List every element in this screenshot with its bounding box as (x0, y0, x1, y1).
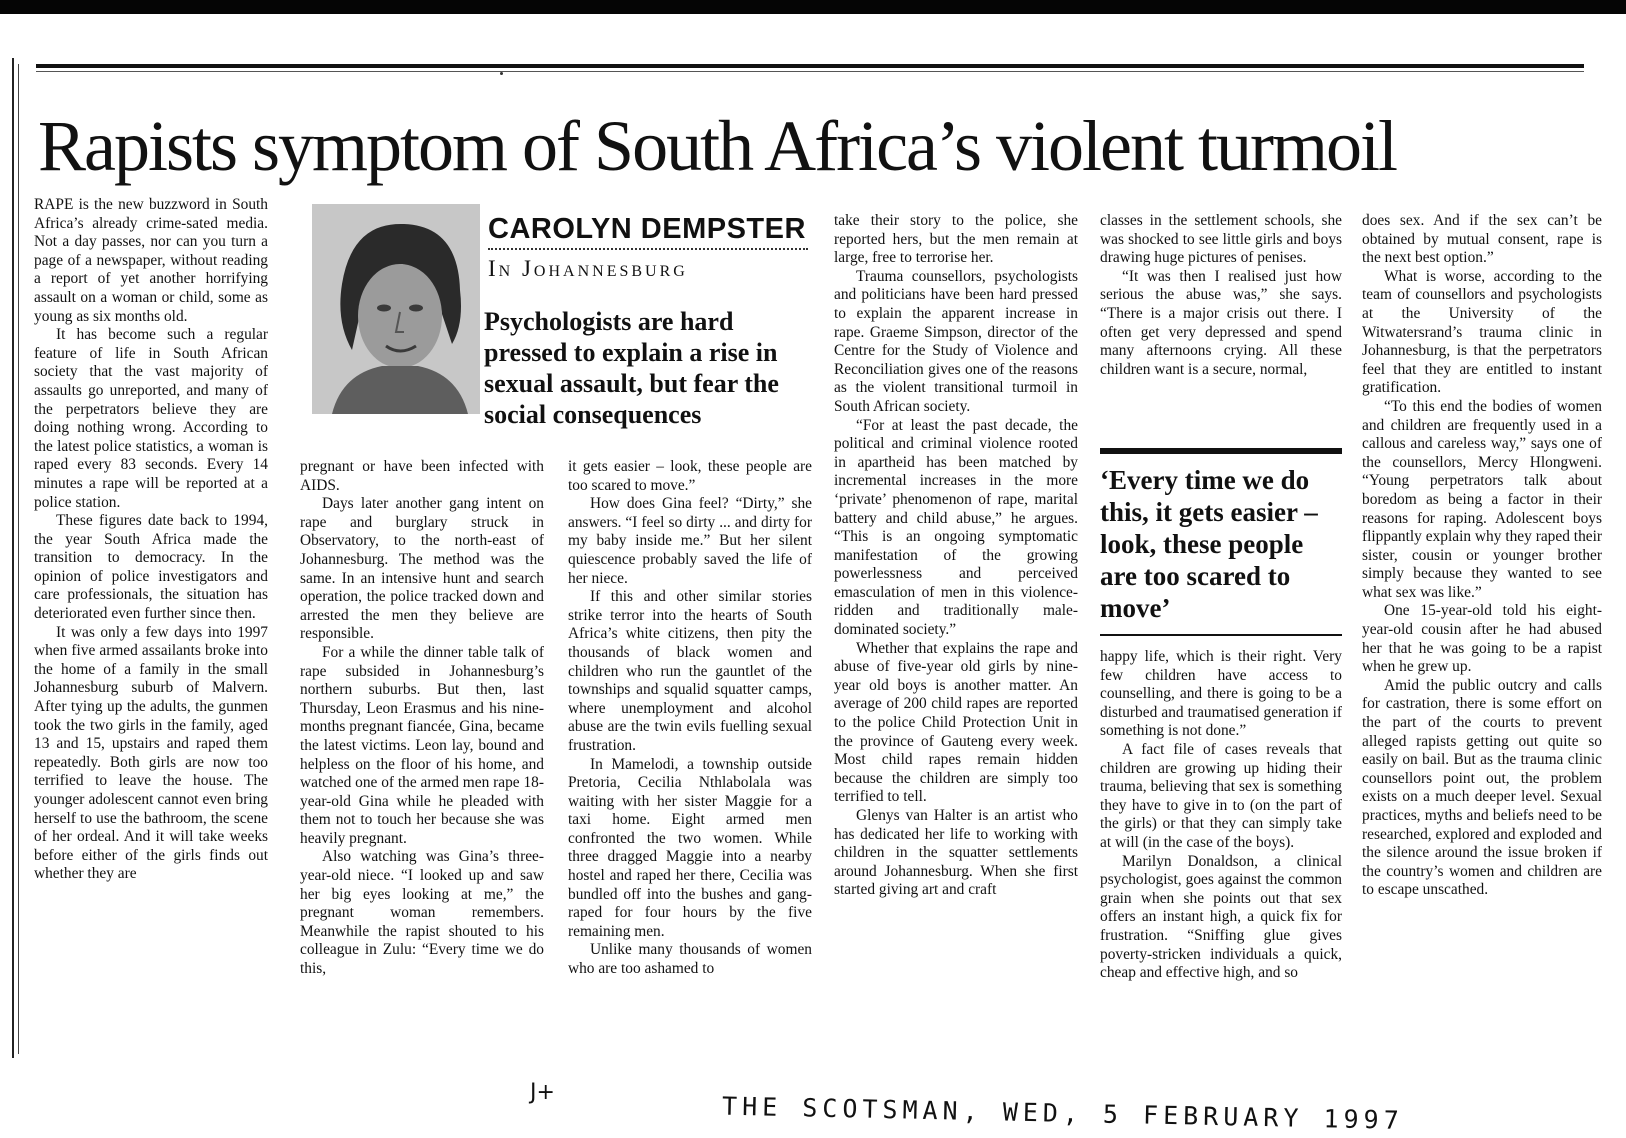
paragraph: Whether that explains the rape and abuse of five-year old girls by nine-year old boys is another matter. An average of 200 child rapes are reported to the police Child Protection Unit in the province of Gauteng every week. Most child rapes remain hidden because the children are simply too terrified to tell. (834, 639, 1078, 806)
paragraph: take their story to the police, she reported hers, but the men remain at large, free to terrorise her. (834, 212, 1078, 267)
paragraph: “For at least the past decade, the political and criminal violence rooted in apartheid has been matched by incremental increases in the more ‘private’ phenomenon of rape, marital battery and child abuse,” he argues. “This is an ongoing symptomatic manifestation of the growing powerlessness and perceived emasculation of men in this violence-ridden and traditionally male-dominated society.” (834, 416, 1078, 639)
margin-mark: J+ (530, 1080, 555, 1105)
standfirst: Psychologists are hard pressed to explain a rise in sexual assault, but fear the social consequences (484, 307, 779, 429)
paragraph: Unlike many thousands of women who are too ashamed to (568, 941, 812, 978)
pull-quote-box (1100, 448, 1342, 636)
paragraph: Marilyn Donaldson, a clinical psychologist, goes against the common grain when she points out that sex offers an instant high, a quick fix for frustration. “Sniffing glue gives poverty-stricken individuals a quick, cheap and effective high, and so (1100, 852, 1342, 982)
handwritten-source-note: THE SCOTSMAN, WED, 5 FEBRUARY 1997 (721, 1091, 1404, 1135)
paragraph: pregnant or have been infected with AIDS. (300, 458, 544, 494)
column-5-bottom (1100, 648, 1342, 983)
paragraph: “It was then I realised just how serious the abuse was,” she says. “There is a major crisis out there. I often get very depressed and spend many afternoons crying. All these children want is a secure, normal, (1100, 267, 1342, 378)
paragraph: What is worse, according to the team of counsellors and psychologists at the University of the Witwatersrand’s trauma clinic in Johannesburg, is that the perpetrators feel that they are entitled to instant gratification. (1362, 267, 1602, 397)
paragraph: Amid the public outcry and calls for castration, there is some effort on the part of the courts to prevent alleged rapists getting out quite so easily on bail. But as the trauma clinic counsellors point out, the problem exists on a much deeper level. Sexual practices, myths and beliefs need to be researched, explored and exploded and the silence around the issue broken if the country’s women and children are to escape unscathed. (1362, 676, 1602, 899)
paragraph: It was only a few days into 1997 when five armed assailants broke into the home of a family in the small Johannesburg suburb of Malvern. After tying up the adults, the gunmen took the two girls in the family, aged 13 and 15, upstairs and raped them repeatedly. Both girls are now too terrified to leave the house. The younger adolescent cannot even bring herself to use the bathroom, the scene of her ordeal. And it will take weeks before either of the girls finds out whether they are (34, 623, 268, 883)
paragraph: Days later another gang intent on rape and burglary struck in Observatory, to the north-east of Johannesburg. The method was the same. In an intensive hunt and search operation, the police tracked down and arrested the men they believe are responsible. (300, 495, 544, 643)
paragraph: In Mamelodi, a township outside Pretoria, Cecilia Nthlabolala was waiting with her sister Maggie for a taxi home. Eight armed men confronted the two women. While three dragged Maggie into a nearby hostel and raped her there, Cecilia was bundled off into the bushes and gang-raped for four hours by the five remaining men. (568, 755, 812, 940)
top-rule (36, 64, 1584, 68)
column-6 (1362, 212, 1602, 900)
scan-top-border (0, 0, 1626, 14)
paragraph: does sex. And if the sex can’t be obtained by mutual consent, rape is the next best option.” (1362, 212, 1602, 267)
paragraph: If this and other similar stories strike terror into the hearts of South Africa’s white citizens, then pity the thousands of black women and children who run the gauntlet of the townships and squalid squatter camps, where unemployment and alcohol abuse are the twin evils fuelling sexual frustration. (568, 588, 812, 754)
column-3 (568, 458, 812, 979)
paragraph: One 15-year-old told his eight-year-old cousin after he had abused her that he was going to be a rapist when he grew up. (1362, 602, 1602, 676)
top-rule-thin (36, 71, 1584, 72)
paragraph: A fact file of cases reveals that children are growing up hiding their trauma, believing that sex is something they have to give in to (on the part of the girls) or that they can simply take at will (in the case of the boys). (1100, 740, 1342, 851)
paragraph: “To this end the bodies of women and children are frequently used in a callous and careless way,” says one of the counsellors, Mercy Hlongweni. “Young perpetrators talk about boredom as being a factor in their reasons for raping. Adolescent boys flippantly explain why they raped their sister, cousin or younger brother simply because they wanted to see what sex was like.” (1362, 397, 1602, 601)
author-photo (312, 204, 480, 414)
pull-quote: ‘Every time we do this, it gets easier – look, these people are too scared to move’ (1100, 465, 1318, 623)
dateline: In Johannesburg (488, 256, 688, 281)
paragraph: classes in the settlement schools, she was shocked to see little girls and boys drawing huge pictures of penises. (1100, 212, 1342, 267)
paragraph: These figures date back to 1994, the year South Africa made the transition to democracy. In the opinion of police investigators and care professionals, the situation has deteriorated even further since then. (34, 512, 268, 623)
column-4 (834, 212, 1078, 900)
column-5-top (1100, 212, 1342, 379)
headline: Rapists symptom of South Africa’s violent turmoil (38, 106, 1396, 186)
speck (500, 72, 503, 75)
paragraph: Glenys van Halter is an artist who has dedicated her life to working with children in the squatter settlements around Johannesburg. When she first started giving art and craft (834, 807, 1078, 899)
left-margin-rule (12, 58, 14, 1058)
paragraph: How does Gina feel? “Dirty,” she answers. “I feel so dirty ... and dirty for my baby inside me.” But her silent quiescence probably saved the life of her niece. (568, 495, 812, 587)
paragraph: it gets easier – look, these people are too scared to move.” (568, 458, 812, 494)
author-name: CAROLYN DEMPSTER (488, 212, 808, 250)
byline (488, 212, 808, 282)
paragraph: Trauma counsellors, psychologists and politicians have been hard pressed to explain the apparent increase in rape. Graeme Simpson, director of the Centre for the Study of Violence and Reconciliation gives one of the reasons as the violent transitional turmoil in South African society. (834, 267, 1078, 415)
paragraph: RAPE is the new buzzword in South Africa’s already crime-sated media. Not a day passes, nor can you turn a page of a newspaper, without reading a report of yet another horrifying assault on a woman or child, some as young as six months old. (34, 196, 268, 325)
paragraph: Also watching was Gina’s three-year-old niece. “I looked up and saw her big eyes looking at me,” the pregnant woman remembers. Meanwhile the rapist shouted to his colleague in Zulu: “Every time we do this, (300, 848, 544, 978)
paragraph: For a while the dinner table talk of rape subsided in Johannesburg’s northern suburbs. But then, last Thursday, Leon Erasmus and his nine-months pregnant fiancée, Gina, became the latest victims. Leon lay, bound and helpless on the floor of his home, and watched one of the armed men rape 18-year-old Gina while he pleaded with them not to touch her because she was heavily pregnant. (300, 643, 545, 847)
portrait-image (312, 204, 480, 414)
left-margin-rule-inner (18, 64, 19, 1054)
column-2 (300, 458, 544, 979)
paragraph: happy life, which is their right. Very few children have access to counselling, and there is going to be a disturbed and traumatised generation if something is not done.” (1100, 648, 1342, 740)
column-1 (34, 196, 268, 884)
paragraph: It has become such a regular feature of life in South African society that the vast majority of assaults go unreported, and many of the perpetrators believe they are doing nothing wrong. According to the latest police statistics, a woman is raped every 83 seconds. Every 14 minutes a rape will be reported at a police station. (34, 326, 268, 511)
